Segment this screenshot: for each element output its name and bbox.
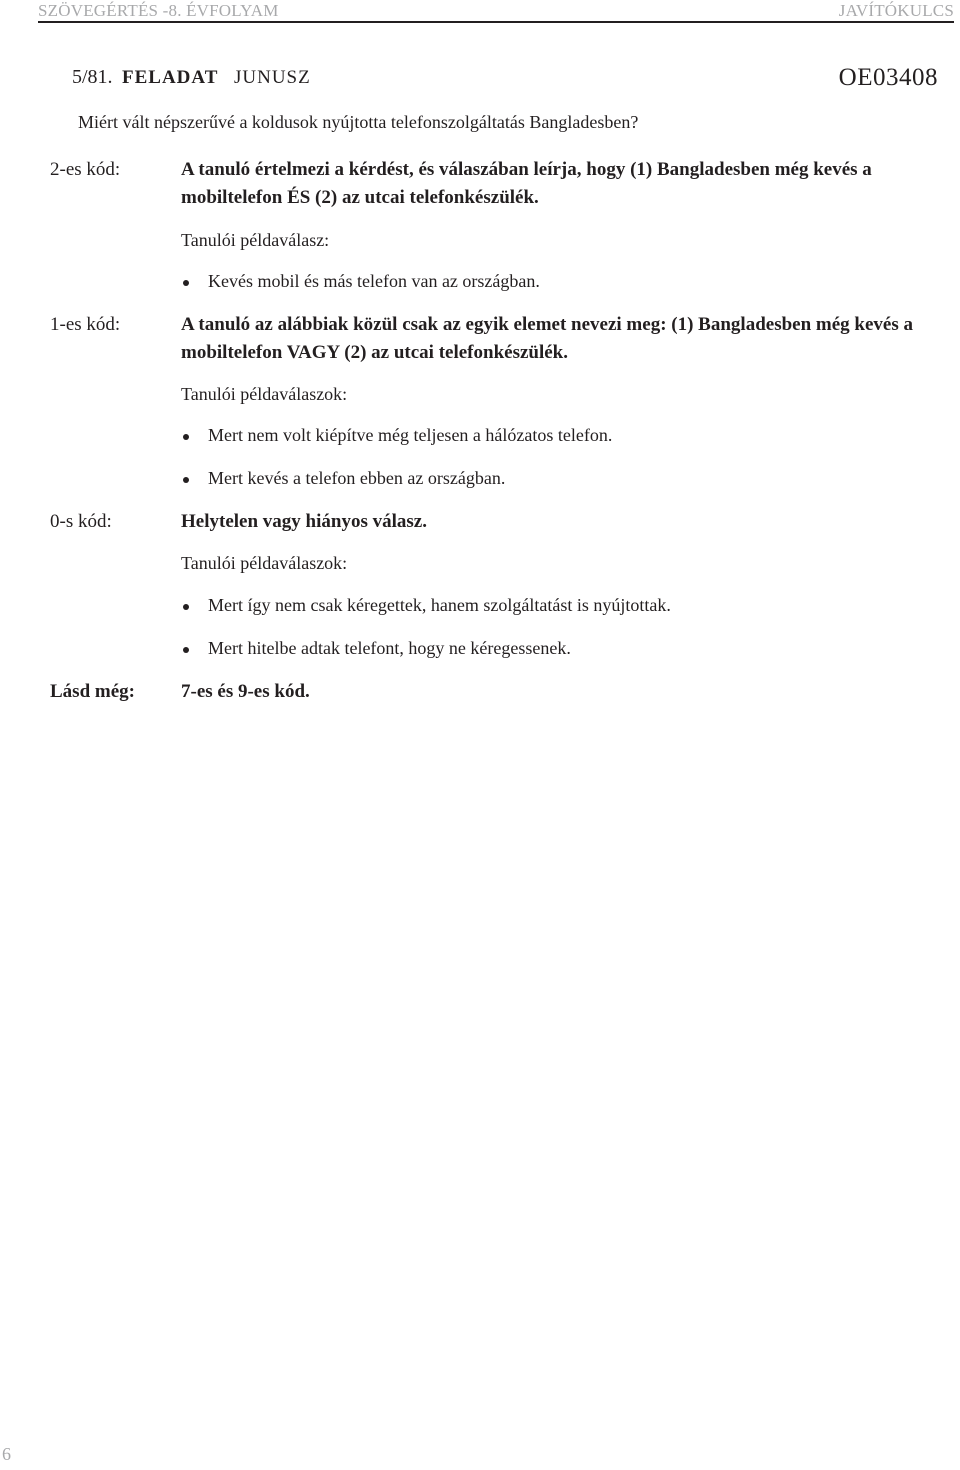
code-0-example xyxy=(181,638,960,659)
bullet-dot-icon xyxy=(183,604,189,610)
example-text: Kevés mobil és más telefon van az országban. xyxy=(208,271,540,291)
code-2-example xyxy=(181,271,960,292)
code-1-description: A tanuló az alábbiak közül csak az egyik elemet nevezi meg: (1) Bangladesben még kevés a mobiltelefon VAGY (2) az utcai telefonkészülék. xyxy=(181,314,913,363)
code-1-example xyxy=(181,468,960,489)
header-divider xyxy=(38,21,954,23)
code-1-label: 1-es kód: xyxy=(50,314,121,335)
bullet-dot-icon xyxy=(183,280,189,286)
code-0-label: 0-s kód: xyxy=(50,511,112,532)
code-1-examples-label: Tanulói példaválaszok: xyxy=(181,384,348,404)
code-2-description: A tanuló értelmezi a kérdést, és válaszában leírja, hogy (1) Bangladesben még kevés a mobiltelefon ÉS (2) az utcai telefonkészülék. xyxy=(181,159,872,208)
see-also-label: Lásd még: xyxy=(50,681,135,702)
running-header-title: SZÖVEGÉRTÉS -8. ÉVFOLYAM xyxy=(38,1,279,20)
question-text: Miért vált népszerűvé a koldusok nyújtotta telefonszolgáltatás Bangladesben? xyxy=(78,112,639,132)
task-label: FELADAT xyxy=(122,67,219,88)
code-2-label: 2-es kód: xyxy=(50,159,121,180)
see-also-text: 7-es és 9-es kód. xyxy=(181,681,310,702)
bullet-dot-icon xyxy=(183,477,189,483)
example-text: Mert kevés a telefon ebben az országban. xyxy=(208,468,506,488)
example-text: Mert hitelbe adtak telefont, hogy ne kéregessenek. xyxy=(208,638,571,658)
example-text: Mert nem volt kiépítve még teljesen a hálózatos telefon. xyxy=(208,425,613,445)
bullet-dot-icon xyxy=(183,647,189,653)
code-0-example xyxy=(181,595,960,616)
page-number: 6 xyxy=(2,1444,11,1464)
code-2-examples-label: Tanulói példaválasz: xyxy=(181,230,330,250)
code-0-description: Helytelen vagy hiányos válasz. xyxy=(181,511,427,532)
code-0-examples-label: Tanulói példaválaszok: xyxy=(181,553,348,573)
task-heading xyxy=(72,66,938,96)
code-1-example xyxy=(181,425,960,446)
running-header-section: JAVÍTÓKULCS xyxy=(838,1,954,20)
bullet-dot-icon xyxy=(183,434,189,440)
example-text: Mert így nem csak kéregettek, hanem szolgáltatást is nyújtottak. xyxy=(208,595,671,615)
task-number: 5/81. xyxy=(72,66,113,88)
task-id: OE03408 xyxy=(838,64,938,91)
task-month: JUNUSZ xyxy=(234,67,311,88)
